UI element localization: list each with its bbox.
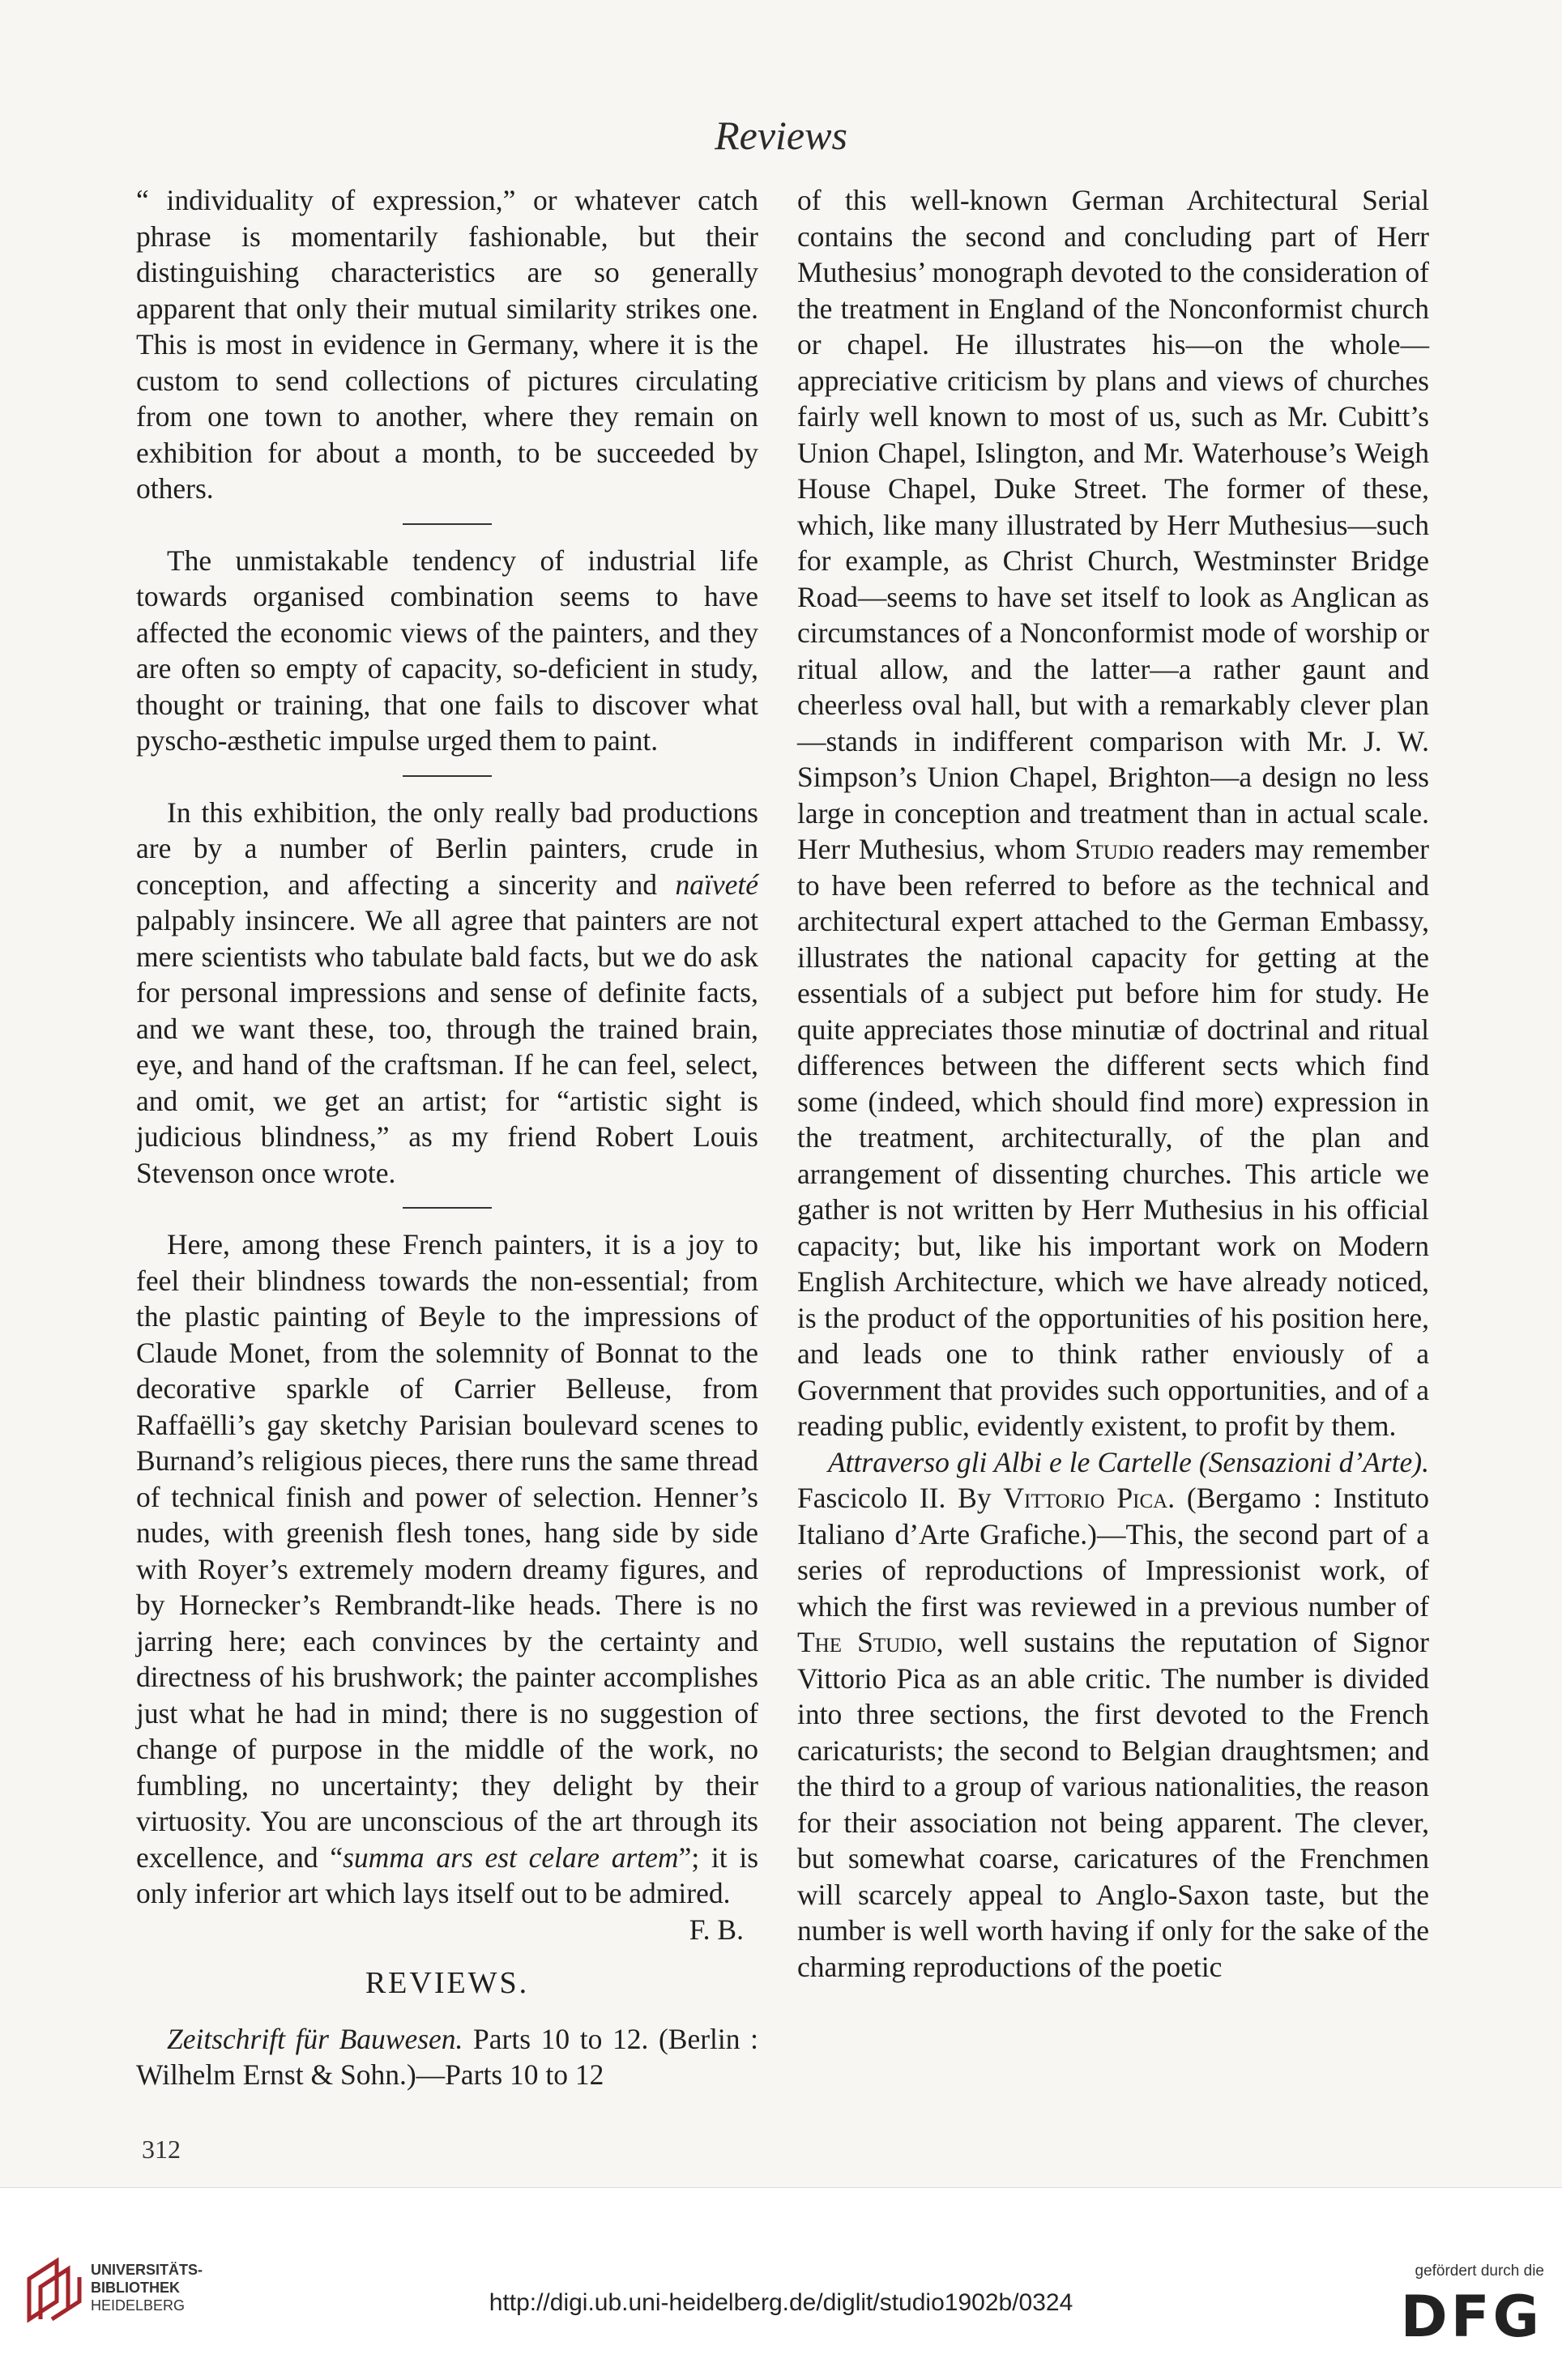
page-number: 312 bbox=[142, 2135, 181, 2164]
section-divider bbox=[403, 1207, 492, 1209]
funding-note: gefördert durch die bbox=[1415, 2263, 1544, 2280]
dfg-logo: DFG bbox=[1400, 2284, 1543, 2350]
library-name: UNIVERSITÄTS- BIBLIOTHEK HEIDELBERG bbox=[91, 2262, 203, 2314]
paragraph: The unmistakable tendency of industrial life towards organised combination seems to have affected the economic views of the painters, and they are often so empty of capacity, so-deficient in study, thought or training, that one fails to discover what pyscho-æsthetic impulse urged them to paint. bbox=[136, 544, 758, 757]
paragraph: Zeitschrift für Bauwesen. Parts 10 to 12. (Berlin : Wilhelm Ernst & Sohn.)—Parts 10 to 12 bbox=[136, 2022, 758, 2091]
viewer-footer bbox=[0, 2187, 1562, 2380]
paragraph: Here, among these French painters, it is a joy to feel their blindness towards the non-essential; from the plastic painting of Beyle to the impressions of Claude Monet, from the solemnity of Bonnat to the decorative sparkle of Carrier Belleuse, from Raffaëlli’s gay sketchy Parisian boulevard scenes to Burnand’s religious pieces, there runs the same thread of technical finish and power of selection. Henner’s nudes, with greenish flesh tones, hang side by side with Royer’s extremely modern dreamy figures, and by Hornecker’s Rembrandt-like heads. There is no jarring here; each convinces by the certainty and directness of his brushwork; the painter accomplishes just what he had in mind; there is no suggestion of change of purpose in the middle of the work, no fumbling, no uncertainty; they delight by their virtuosity. You are unconscious of the art through its excellence, and “summa ars est celare artem”; it is only inferior art which lays itself out to be admired. bbox=[136, 1228, 759, 1909]
section-divider bbox=[403, 775, 492, 777]
paragraph: of this well-known German Architectural Serial contains the second and concluding part of Herr Muthesius’ monograph devoted to the consideration of the treatment in England of the Nonconformist church or chapel. He illustrates his—on the whole—appreciative criticism by plans and views of churches fairly well known to most of us, such as Mr. Cubitt’s Union Chapel, Islington, and Mr. Waterhouse’s Weigh House Chapel, Duke Street. The former of these, which, like many illustrated by Herr Muthesius—such for example, as Christ Church, Westminster Bridge Road—seems to have set itself to look as Anglican as circumstances of a Nonconformist mode of worship or ritual allow, and the latter—a rather gaunt and cheerless oval hall, but with a remarkably clever plan—stands in indifferent comparison with Mr. J. W. Simpson’s Union Chapel, Brighton—a design no less large in conception and treatment than in actual scale. Herr Muthesius, whom Studio readers may remember to have been referred to before as the technical and architectural expert attached to the German Embassy, illustrates the national capacity for getting at the essentials of a subject put before him for study. He quite appreciates those minutiæ of doctrinal and ritual differences between the different sects which find some (indeed, which should find more) expression in the treatment, architecturally, of the plan and arrangement of dissenting churches. This article we gather is not written by Herr Muthesius in his official capacity; but, like his important work on Modern English Architecture, which we have already noticed, is the product of the opportunities of his position here, and leads one to think rather enviously of a Government that provides such opportunities, and of a reading public, evidently existent, to profit by them. bbox=[797, 184, 1429, 1442]
left-column bbox=[136, 182, 758, 2093]
section-divider bbox=[403, 523, 492, 525]
section-title: REVIEWS. bbox=[365, 1966, 530, 2000]
author-signature: F. B. bbox=[689, 1913, 744, 1946]
right-column bbox=[797, 182, 1429, 1985]
paragraph: “ individuality of expression,” or whatever catch phrase is momentarily fashionable, but their distinguishing characteristics are so generally apparent that only their mutual similarity strikes one. This is most in evidence in Germany, where it is the custom to send collections of pictures circulating from one town to another, where they remain on exhibition for about a month, to be succeeded by others. bbox=[136, 184, 758, 505]
running-head: Reviews bbox=[715, 113, 847, 158]
paragraph: Attraverso gli Albi e le Cartelle (Sensazioni d’Arte). Fascicolo II. By Vittorio Pica. (Bergamo : Instituto Italiano d’Arte Grafiche.)—This, the second part of a series of reproductions of Impressionist work, of which the first was reviewed in a previous number of The Studio, well sustains the reputation of Signor Vittorio Pica as an able critic. The number is divided into three sections, the first devoted to the French caricaturists; the second to Belgian draughtsmen; and the third to a group of various nationalities, the reason for their association not being apparent. The clever, but somewhat coarse, caricatures of the Frenchmen will scarcely appeal to Anglo-Saxon taste, but the number is well worth having if only for the sake of the charming reproductions of the poetic bbox=[797, 1445, 1430, 1983]
paragraph: In this exhibition, the only really bad productions are by a number of Berlin painters, crude in conception, and affecting a sincerity and naïveté palpably insincere. We all agree that painters are not mere scientists who tabulate bald facts, but we do ask for personal impressions and sense of definite facts, and we want these, too, through the trained brain, eye, and hand of the craftsman. If he can feel, select, and omit, we get an artist; for “artistic sight is judicious blindness,” as my friend Robert Louis Stevenson once wrote. bbox=[136, 795, 758, 1189]
permalink-url[interactable]: http://digi.ub.uni-heidelberg.de/diglit/studio1902b/0324 bbox=[489, 2289, 1073, 2316]
